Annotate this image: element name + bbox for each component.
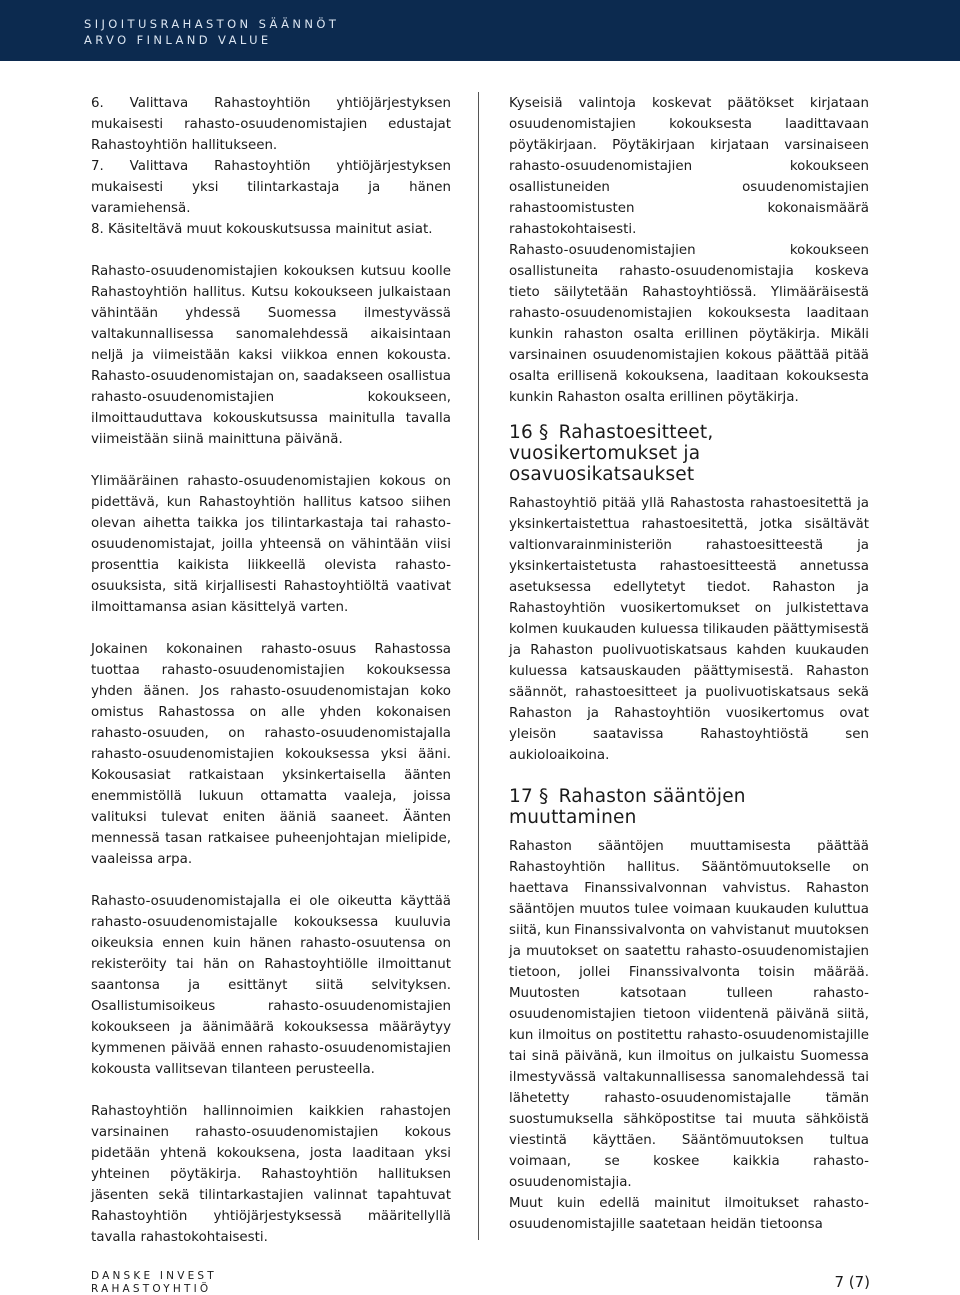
page-number: 7 (7) xyxy=(834,1273,870,1291)
left-column xyxy=(91,93,451,1248)
document-title: SIJOITUSRAHASTON SÄÄNNÖT xyxy=(84,17,340,31)
paragraph: Rahaston sääntöjen muuttamisesta päättää Rahastoyhtiön hallitus. Sääntömuutokselle on haettava Finanssivalvonnan vahvistus. Rahaston sääntöjen muutos tulee voimaan kuukauden kuluttua siitä, kun Finanssivalvonta on vahvistanut muutoksen ja muutokset on saatettu rahasto-osuudenomistajien tietoon, jollei Finanssivalvonta toisin määrää. Muutosten katsotaan tulleen rahasto-osuudenomistajien tietoon viidentenä päivänä siitä, kun ilmoitus on postitettu rahasto-osuudenomistajille tai sinä päivänä, kun ilmoitus on julkaistu Suomessa ilmestyvässä valtakunnallisessa sanomalehdessä tai lähetetty rahasto-osuudenomistajalle tämän suostumuksella sähköpostitse tai muuta sähköistä viestintä käyttäen. Sääntömuutoksen tultua voimaan, se koskee kaikkia rahasto-osuudenomistajia. xyxy=(509,839,869,1190)
list-item: 8. Käsiteltävä muut kokouskutsussa mainitut asiat. xyxy=(91,222,433,237)
paragraph: Rahasto-osuudenomistajalla ei ole oikeutta käyttää rahasto-osuudenomistajalle kokouksessa kuuluvia oikeuksia ennen kuin hänen rahasto-osuutensa on rekisteröity tai hän on Rahastoyhtiölle ilmoittanut saantonsa ja esittänyt siitä selvityksen. Osallistumisoikeus rahasto-osuudenomistajien kokoukseen ja äänimäärä kokouksessa määräytyy kymmenen päivää ennen rahasto-osuudenomistajien kokousta vallitsevan tilanteen perusteella. xyxy=(91,894,451,1077)
agenda-list xyxy=(91,93,451,240)
footer-brand-subtitle: RAHASTOYHTIÖ xyxy=(91,1283,212,1295)
column-divider xyxy=(478,92,479,1240)
paragraph: Muut kuin edellä mainitut ilmoitukset rahasto-osuudenomistajille saatetaan heidän tietoonsa xyxy=(509,1196,869,1232)
paragraph: Rahastoyhtiö pitää yllä Rahastosta rahastoesitettä ja yksinkertaistettua rahastoesitettä, jotka sisältävät valtionvarainministeriön rahastoesitteestä ja yksinkertaistetusta rahastoesitteestä annetussa asetuksessa edellytetyt tiedot. Rahaston ja Rahastoyhtiön vuosikertomukset on julkistettava kolmen kuukauden kuluessa tilikauden päättymisestä ja Rahaston puolivuotiskatsaus kahden kuukauden kuluessa katsauskauden päättymisestä. Rahaston säännöt, rahastoesitteet ja puolivuotiskatsaus sekä Rahaston ja Rahastoyhtiön vuosikertomus ovat yleisön saatavissa Rahastoyhtiöstä sen aukioloaikoina. xyxy=(509,496,869,763)
header-bar xyxy=(0,0,960,61)
section-title: Rahastoesitteet, vuosikertomukset ja osavuosikatsaukset xyxy=(509,422,714,485)
section-title: Rahaston sääntöjen muuttaminen xyxy=(509,786,746,828)
section-17-heading xyxy=(509,786,869,828)
section-number: 16 § xyxy=(509,422,549,443)
paragraph: Rahastoyhtiön hallinnoimien kaikkien rahastojen varsinainen rahasto-osuudenomistajien kokous pidetään yhtenä kokouksena, josta laaditaan yksi yhteinen pöytäkirja. Rahastoyhtiön hallituksen jäsenten sekä tilintarkastajien valinnat tapahtuvat Rahastoyhtiön yhtiöjärjestyksessä määritellyllä tavalla rahastokohtaisesti. xyxy=(91,1104,451,1245)
paragraph: Rahasto-osuudenomistajien kokoukseen osallistuneita rahasto-osuudenomistajia koskeva tieto säilytetään Rahastoyhtiössä. Ylimääräisestä rahasto-osuudenomistajien kokouksesta laaditaan kunkin rahaston osalta erillinen pöytäkirja. Mikäli varsinainen osuudenomistajien kokous päättää pitää osalta erillisenä kokouksena, laaditaan kokouksesta kunkin Rahaston osalta erillinen pöytäkirja. xyxy=(509,243,869,405)
footer-brand-name: DANSKE INVEST xyxy=(91,1270,217,1282)
list-item: 6. Valittava Rahastoyhtiön yhtiöjärjestyksen mukaisesti rahasto-osuudenomistajien edustajat Rahastoyhtiön hallitukseen. xyxy=(91,96,451,153)
paragraph: Ylimääräinen rahasto-osuudenomistajien kokous on pidettävä, kun Rahastoyhtiön hallitus katsoo siihen olevan aihetta taikka jos tilintarkastaja tai rahasto-osuudenomistajat, joilla yhteensä on vähintään viisi prosenttia kaikista liikkeellä olevista rahasto-osuuksista, sitä kirjallisesti Rahastoyhtiöltä vaativat ilmoittamansa asian käsittelyä varten. xyxy=(91,474,451,615)
section-16-heading xyxy=(509,422,869,485)
paragraph: Rahasto-osuudenomistajien kokouksen kutsuu koolle Rahastoyhtiön hallitus. Kutsu kokoukseen julkaistaan vähintään yhdessä Suomessa ilmestyvässä valtakunnallisessa sanomalehdessä aikaisintaan neljä ja viimeistään kaksi viikkoa ennen kokousta. Rahasto-osuudenomistajan on, saadakseen osallistua rahasto-osuudenomistajien kokoukseen, ilmoittauduttava kokouskutsussa mainitulla tavalla viimeistään siinä mainittuna päivänä. xyxy=(91,264,451,447)
list-item: 7. Valittava Rahastoyhtiön yhtiöjärjestyksen mukaisesti yksi tilintarkastaja ja hänen varamiehensä. xyxy=(91,159,451,216)
paragraph: Kyseisiä valintoja koskevat päätökset kirjataan osuudenomistajien kokouksesta laadittavaan pöytäkirjaan. Pöytäkirjaan kirjataan varsinaiseen rahasto-osuudenomistajien kokoukseen osallistuneiden osuudenomistajien rahastoomistusten kokonaismäärä rahastokohtaisesti. xyxy=(509,96,869,237)
section-number: 17 § xyxy=(509,786,549,807)
fund-name: ARVO FINLAND VALUE xyxy=(84,33,272,47)
paragraph: Jokainen kokonainen rahasto-osuus Rahastossa tuottaa rahasto-osuudenomistajien kokouksessa yhden äänen. Jos rahasto-osuudenomistajan koko omistus Rahastossa on alle yhden kokonaisen rahasto-osuuden, on rahasto-osuudenomistajalla rahasto-osuudenomistajien kokouksessa yksi ääni. Kokousasiat ratkaistaan yksinkertaisella äänten enemmistöllä lukuun ottamatta vaaleja, joissa valituksi tulevat eniten ääniä saaneet. Äänten mennessä tasan ratkaisee puheenjohtajan mielipide, vaaleissa arpa. xyxy=(91,642,451,867)
right-column xyxy=(509,93,869,1235)
